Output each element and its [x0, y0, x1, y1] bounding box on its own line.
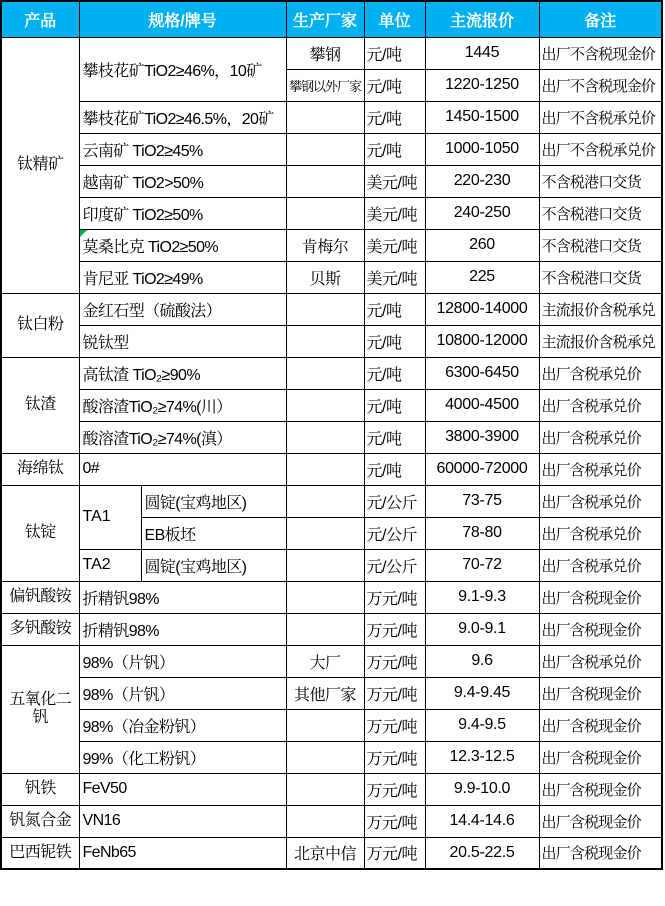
cell-maker: [286, 773, 364, 805]
cell-text: 万元/吨: [366, 590, 417, 608]
cell-text: 6300-6450: [445, 364, 519, 381]
cell-price: [425, 837, 539, 869]
cell-note: [539, 709, 662, 741]
table-row: [1, 101, 662, 133]
cell-price: [425, 581, 539, 613]
cell-spec: [79, 773, 286, 805]
table-row: [1, 613, 662, 645]
cell-product: [1, 485, 79, 581]
cell-text: 不含税港口交货: [541, 237, 641, 255]
cell-text: 出厂含税现金价: [541, 685, 641, 703]
cell-unit: [364, 645, 425, 677]
cell-text: 钒氮合金: [9, 811, 72, 829]
cell-price: [425, 165, 539, 197]
cell-spec: [79, 741, 286, 773]
cell-note: [539, 645, 662, 677]
cell-text: 美元/吨: [366, 238, 417, 256]
cell-note: [539, 357, 662, 389]
cell-text: 海绵钛: [16, 459, 64, 477]
cell-note: [539, 69, 662, 101]
cell-text: EB板坯: [144, 526, 196, 544]
cell-text: 1445: [464, 44, 500, 61]
cell-spec: [79, 101, 286, 133]
cell-price: [425, 197, 539, 229]
cell-text: 万元/吨: [366, 750, 417, 768]
column-header: 主流报价: [425, 1, 539, 37]
table-row: [1, 229, 662, 261]
cell-text: 元/吨: [366, 110, 402, 128]
cell-spec: [79, 709, 286, 741]
cell-maker: [286, 133, 364, 165]
cell-text: 70-72: [462, 556, 502, 573]
table-row: [1, 357, 662, 389]
cell-text: 攀枝花矿TiO2≥46%，10矿: [82, 62, 262, 80]
cell-unit: [364, 197, 425, 229]
cell-spec: [79, 581, 286, 613]
cell-product: [1, 37, 79, 293]
cell-text: 金红石型（硫酸法）: [82, 302, 222, 320]
cell-text: 万元/吨: [366, 654, 417, 672]
cell-maker: [286, 837, 364, 869]
header-row: [1, 1, 662, 37]
cell-price: [425, 389, 539, 421]
cell-text: 折精钒98%: [82, 622, 159, 640]
cell-maker: [286, 165, 364, 197]
cell-text: 1000-1050: [445, 140, 519, 157]
cell-note: [539, 517, 662, 549]
cell-spec: [79, 613, 286, 645]
cell-unit: [364, 69, 425, 101]
cell-text: 偏钒酸铵: [9, 587, 72, 605]
cell-unit: [364, 261, 425, 293]
cell-unit: [364, 581, 425, 613]
cell-note: [539, 837, 662, 869]
cell-text: TA1: [82, 508, 111, 525]
table-body: [1, 37, 662, 869]
cell-product: [1, 837, 79, 869]
cell-unit: [364, 357, 425, 389]
cell-price: [425, 133, 539, 165]
cell-maker: [286, 325, 364, 357]
cell-text: 4000-4500: [445, 396, 519, 413]
cell-text: 钛精矿: [16, 155, 64, 173]
cell-text: 万元/吨: [366, 718, 417, 736]
cell-text: 1450-1500: [445, 108, 519, 125]
table-row: [1, 453, 662, 485]
cell-text: 印度矿 TiO2≥50%: [82, 206, 203, 224]
cell-text: 出厂含税现金价: [541, 781, 641, 799]
cell-price: [425, 805, 539, 837]
cell-maker: [286, 805, 364, 837]
table-row: [1, 261, 662, 293]
cell-text: 出厂含税现金价: [541, 813, 641, 831]
cell-text: 元/吨: [366, 46, 402, 64]
cell-text: 钛渣: [24, 395, 56, 413]
column-header: 规格/牌号: [79, 1, 286, 37]
cell-maker: [286, 357, 364, 389]
cell-price: [425, 261, 539, 293]
cell-text: 美元/吨: [366, 206, 417, 224]
cell-text: 73-75: [462, 492, 502, 509]
cell-price: [425, 37, 539, 69]
cell-unit: [364, 325, 425, 357]
table-row: [1, 293, 662, 325]
cell-text: 肯梅尔: [301, 238, 349, 256]
cell-maker: [286, 549, 364, 581]
cell-text: 出厂含税现金价: [541, 621, 641, 639]
table-row: [1, 325, 662, 357]
cell-price: [425, 421, 539, 453]
cell-text: 大厂: [309, 654, 341, 672]
column-header: 单位: [364, 1, 425, 37]
cell-text: 万元/吨: [366, 782, 417, 800]
table-header: [1, 1, 662, 37]
cell-price: [425, 709, 539, 741]
cell-text: 越南矿 TiO2>50%: [82, 174, 204, 192]
cell-text: 出厂含税现金价: [541, 589, 641, 607]
cell-text: 0#: [82, 460, 100, 477]
cell-text: 1220-1250: [445, 76, 519, 93]
cell-text: 10800-12000: [436, 332, 528, 349]
cell-maker: [286, 645, 364, 677]
cell-spec: [79, 293, 286, 325]
cell-text: 出厂含税承兑价: [541, 493, 641, 511]
cell-unit: [364, 517, 425, 549]
cell-text: 20.5-22.5: [449, 843, 515, 861]
cell-note: [539, 485, 662, 517]
cell-product: [1, 773, 79, 805]
cell-note: [539, 165, 662, 197]
cell-unit: [364, 549, 425, 581]
cell-product: [1, 453, 79, 485]
cell-unit: [364, 229, 425, 261]
cell-text: 出厂含税现金价: [541, 717, 641, 735]
cell-specB: [141, 549, 286, 581]
cell-unit: [364, 133, 425, 165]
cell-text: 12.3-12.5: [449, 748, 515, 765]
cell-text: 元/公斤: [366, 494, 417, 512]
cell-note: [539, 37, 662, 69]
cell-maker: [286, 389, 364, 421]
cell-specB: [141, 485, 286, 517]
cell-text: 贝斯: [309, 270, 341, 288]
cell-maker: [286, 581, 364, 613]
cell-text: 60000-72000: [436, 460, 528, 477]
cell-price: [425, 293, 539, 325]
cell-price: [425, 677, 539, 709]
comment-marker-icon: [80, 230, 87, 237]
cell-maker: [286, 677, 364, 709]
cell-text: 240-250: [453, 204, 511, 221]
cell-text: 钛锭: [24, 523, 56, 541]
cell-maker: [286, 741, 364, 773]
cell-text: 220-230: [453, 172, 511, 189]
cell-maker: [286, 69, 364, 101]
cell-maker: [286, 421, 364, 453]
cell-text: 主流报价含税承兑: [541, 301, 656, 319]
cell-spec: [79, 389, 286, 421]
column-header: 生产厂家: [286, 1, 364, 37]
cell-product: [1, 581, 79, 613]
cell-note: [539, 325, 662, 357]
cell-text: 多钒酸铵: [9, 619, 72, 637]
cell-note: [539, 197, 662, 229]
table-row: [1, 485, 662, 517]
cell-text: 9.1-9.3: [458, 588, 506, 605]
cell-text: 攀钢: [309, 46, 341, 64]
cell-text: 出厂不含税现金价: [541, 77, 656, 95]
cell-price: [425, 741, 539, 773]
cell-spec: [79, 37, 286, 101]
cell-price: [425, 229, 539, 261]
cell-text: 元/吨: [366, 334, 402, 352]
cell-text: 不含税港口交货: [541, 205, 641, 223]
cell-text: 98%（片钒）: [82, 686, 175, 704]
cell-product: [1, 613, 79, 645]
cell-price: [425, 357, 539, 389]
cell-text: 高钛渣 TiO₂≥90%: [82, 366, 200, 384]
cell-unit: [364, 389, 425, 421]
cell-maker: [286, 197, 364, 229]
table-row: [1, 677, 662, 709]
cell-text: 元/吨: [366, 462, 402, 480]
cell-price: [425, 517, 539, 549]
cell-maker: [286, 261, 364, 293]
table-row: [1, 165, 662, 197]
cell-text: 98%（片钒）: [82, 654, 175, 672]
cell-product: [1, 645, 79, 773]
cell-maker: [286, 709, 364, 741]
cell-note: [539, 133, 662, 165]
cell-maker: [286, 37, 364, 69]
cell-text: 元/吨: [366, 142, 402, 160]
cell-text: 9.0-9.1: [458, 620, 506, 637]
cell-text: FeV50: [82, 780, 127, 797]
cell-maker: [286, 485, 364, 517]
cell-note: [539, 741, 662, 773]
cell-text: 出厂含税承兑价: [541, 461, 641, 479]
cell-text: 260: [469, 236, 495, 253]
cell-unit: [364, 37, 425, 69]
cell-text: 9.6: [471, 652, 493, 669]
cell-note: [539, 293, 662, 325]
cell-unit: [364, 837, 425, 869]
cell-text: 不含税港口交货: [541, 269, 641, 287]
cell-unit: [364, 709, 425, 741]
table-row: [1, 805, 662, 837]
cell-spec: [79, 229, 286, 261]
cell-text: 酸溶渣TiO₂≥74%(川）: [82, 398, 232, 416]
table-row: [1, 741, 662, 773]
cell-unit: [364, 677, 425, 709]
cell-maker: [286, 517, 364, 549]
cell-text: FeNb65: [82, 843, 136, 861]
cell-text: 钒铁: [24, 779, 56, 797]
cell-spec: [79, 357, 286, 389]
cell-price: [425, 485, 539, 517]
cell-text: 9.4-9.5: [458, 716, 506, 733]
cell-spec: [79, 453, 286, 485]
cell-text: 圆锭(宝鸡地区): [144, 558, 247, 576]
cell-price: [425, 613, 539, 645]
column-header: 备注: [539, 1, 662, 37]
table-row: [1, 773, 662, 805]
cell-text: 万元/吨: [366, 814, 417, 832]
cell-spec: [79, 165, 286, 197]
cell-text: 元/吨: [366, 430, 402, 448]
cell-price: [425, 549, 539, 581]
cell-product: [1, 293, 79, 357]
cell-maker: [286, 613, 364, 645]
cell-text: 出厂含税现金价: [541, 749, 641, 767]
cell-text: 其他厂家: [293, 686, 356, 704]
cell-maker: [286, 293, 364, 325]
cell-text: 元/公斤: [366, 526, 417, 544]
cell-unit: [364, 485, 425, 517]
cell-spec: [79, 421, 286, 453]
table-row: [1, 133, 662, 165]
cell-text: 99%（化工粉钒）: [82, 750, 206, 768]
cell-text: 14.4-14.6: [449, 812, 515, 829]
cell-note: [539, 773, 662, 805]
cell-text: 万元/吨: [366, 622, 417, 640]
cell-text: 攀钢以外厂家: [288, 78, 361, 94]
table-row: [1, 581, 662, 613]
cell-spec: [79, 677, 286, 709]
cell-note: [539, 805, 662, 837]
cell-spec: [79, 805, 286, 837]
cell-text: 78-80: [462, 524, 502, 541]
cell-specA: [79, 485, 141, 549]
cell-product: [1, 357, 79, 453]
cell-text: 元/吨: [366, 366, 402, 384]
table-row: [1, 37, 662, 69]
cell-text: 3800-3900: [445, 428, 519, 445]
cell-text: 出厂不含税承兑价: [541, 109, 656, 127]
cell-note: [539, 101, 662, 133]
cell-maker: [286, 101, 364, 133]
cell-text: 锐钛型: [82, 334, 129, 352]
cell-price: [425, 773, 539, 805]
cell-spec: [79, 197, 286, 229]
cell-text: 元/公斤: [366, 558, 417, 576]
cell-text: 出厂含税现金价: [541, 845, 641, 863]
cell-text: 不含税港口交货: [541, 173, 641, 191]
cell-price: [425, 69, 539, 101]
cell-spec: [79, 133, 286, 165]
cell-text: 肯尼亚 TiO2≥49%: [82, 270, 203, 288]
cell-text: 出厂不含税现金价: [541, 45, 656, 63]
cell-text: 98%（冶金粉钒）: [82, 718, 206, 736]
cell-spec: [79, 325, 286, 357]
cell-text: 万元/吨: [366, 846, 417, 864]
cell-note: [539, 677, 662, 709]
cell-text: TA2: [82, 556, 111, 573]
cell-note: [539, 549, 662, 581]
cell-text: 出厂含税承兑价: [541, 557, 641, 575]
cell-text: 出厂不含税承兑价: [541, 141, 656, 159]
cell-spec: [79, 645, 286, 677]
cell-note: [539, 613, 662, 645]
table-row: [1, 645, 662, 677]
cell-text: 钛白粉: [16, 315, 64, 333]
cell-text: 出厂含税承兑价: [541, 397, 641, 415]
cell-text: 美元/吨: [366, 174, 417, 192]
cell-unit: [364, 773, 425, 805]
column-header: 产品: [1, 1, 79, 37]
cell-maker: [286, 229, 364, 261]
cell-note: [539, 421, 662, 453]
cell-text: 五氧化二钒: [9, 690, 72, 726]
cell-unit: [364, 741, 425, 773]
table-row: [1, 837, 662, 869]
cell-text: 出厂含税承兑价: [541, 653, 641, 671]
cell-unit: [364, 453, 425, 485]
cell-text: 元/吨: [366, 78, 402, 96]
cell-text: 北京中信: [293, 846, 356, 864]
table-row: [1, 549, 662, 581]
cell-price: [425, 101, 539, 133]
cell-unit: [364, 293, 425, 325]
cell-text: 美元/吨: [366, 270, 417, 288]
cell-specA: [79, 549, 141, 581]
cell-text: 元/吨: [366, 398, 402, 416]
cell-text: 莫桑比克 TiO2≥50%: [82, 238, 219, 256]
cell-text: 出厂含税承兑价: [541, 525, 641, 543]
cell-maker: [286, 453, 364, 485]
cell-unit: [364, 805, 425, 837]
cell-text: 万元/吨: [366, 686, 417, 704]
cell-text: 9.4-9.45: [453, 684, 511, 701]
cell-text: 225: [469, 268, 495, 285]
cell-text: VN16: [82, 812, 121, 829]
cell-unit: [364, 101, 425, 133]
cell-text: 出厂含税承兑价: [541, 365, 641, 383]
cell-price: [425, 325, 539, 357]
cell-text: 12800-14000: [436, 300, 528, 317]
cell-note: [539, 453, 662, 485]
cell-unit: [364, 613, 425, 645]
table-row: [1, 197, 662, 229]
cell-specB: [141, 517, 286, 549]
cell-text: 主流报价含税承兑: [541, 333, 656, 351]
cell-text: 酸溶渣TiO₂≥74%(滇）: [82, 430, 232, 448]
cell-note: [539, 229, 662, 261]
cell-text: 云南矿 TiO2≥45%: [82, 142, 203, 160]
cell-product: [1, 805, 79, 837]
cell-price: [425, 453, 539, 485]
cell-unit: [364, 421, 425, 453]
cell-text: 巴西铌铁: [9, 843, 72, 861]
cell-text: 圆锭(宝鸡地区): [144, 494, 247, 512]
table-row: [1, 421, 662, 453]
cell-price: [425, 645, 539, 677]
cell-note: [539, 389, 662, 421]
cell-text: 折精钒98%: [82, 590, 159, 608]
table-row: [1, 709, 662, 741]
cell-note: [539, 261, 662, 293]
cell-spec: [79, 261, 286, 293]
cell-spec: [79, 837, 286, 869]
cell-text: 出厂含税承兑价: [541, 429, 641, 447]
cell-text: 攀枝花矿TiO2≥46.5%，20矿: [82, 110, 274, 128]
cell-text: 9.9-10.0: [453, 780, 511, 797]
cell-text: 元/吨: [366, 302, 402, 320]
cell-note: [539, 581, 662, 613]
cell-unit: [364, 165, 425, 197]
table-row: [1, 389, 662, 421]
